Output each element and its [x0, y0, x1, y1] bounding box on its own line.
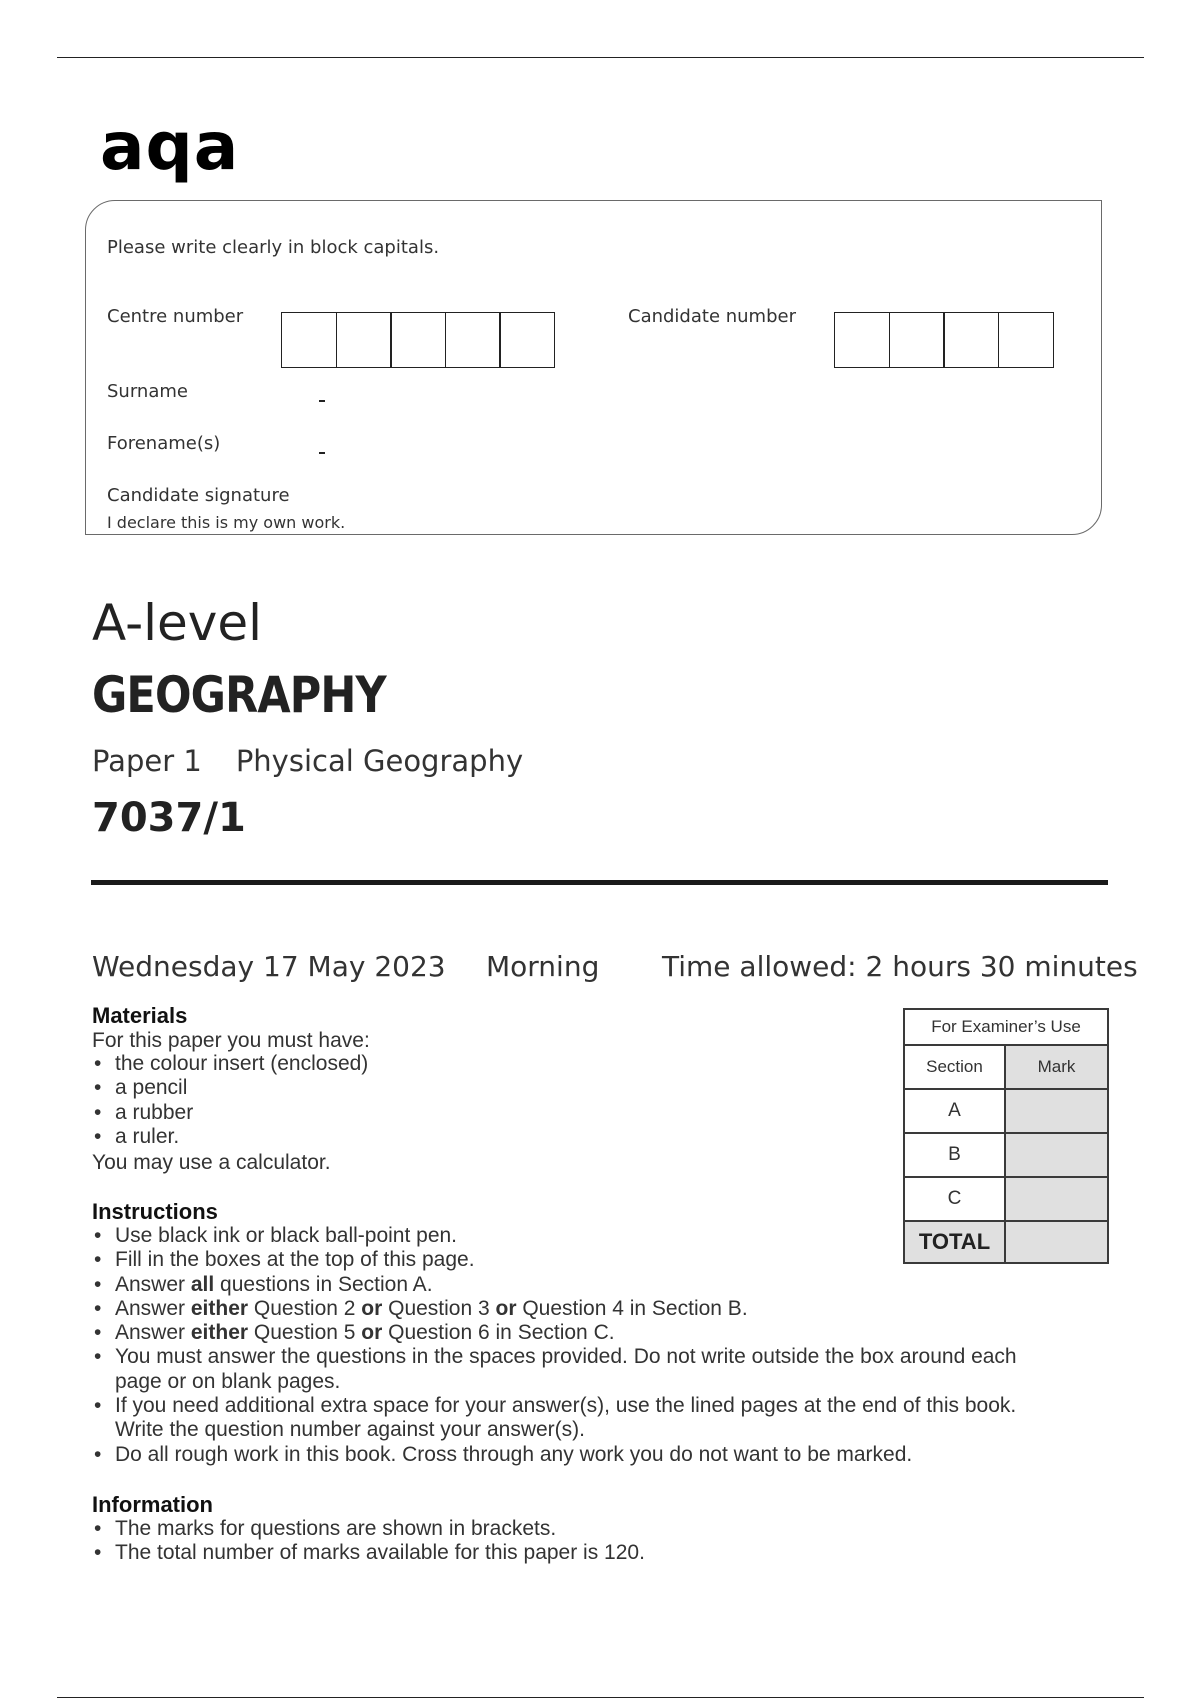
- table-row: [904, 1221, 1108, 1263]
- list-item: • a pencil: [92, 1076, 368, 1100]
- text-run: Answer: [115, 1321, 191, 1345]
- emphasis: all: [190, 1272, 215, 1296]
- list-item: [92, 1345, 1017, 1394]
- materials-heading: Materials: [92, 1003, 188, 1028]
- information-list: [92, 1517, 645, 1566]
- candidate-number-box[interactable]: [943, 312, 999, 368]
- centre-number-box[interactable]: [445, 312, 501, 368]
- section-a-label: A: [904, 1089, 1005, 1133]
- emphasis: either: [190, 1296, 249, 1320]
- section-c-mark-cell: [1005, 1177, 1108, 1221]
- examiner-table-title: For Examiner’s Use: [904, 1009, 1108, 1045]
- text-line: • You must answer the questions in the spaces provided. Do not write outside the box around each: [115, 1345, 1017, 1369]
- paper-number: Paper 1: [92, 744, 202, 778]
- calculator-note: You may use a calculator.: [92, 1151, 331, 1174]
- paper-code: 7037/1: [92, 795, 246, 841]
- text-line: • If you need additional extra space for your answer(s), use the lined pages at the end of this book.: [115, 1394, 1017, 1418]
- list-item: • The marks for questions are shown in brackets.: [92, 1517, 645, 1541]
- qualification-level: A-level: [92, 594, 263, 652]
- list-item: • a ruler.: [92, 1125, 368, 1149]
- section-column-header: Section: [904, 1045, 1005, 1089]
- text-run: Question 3: [382, 1296, 496, 1320]
- text-run: Question 2: [248, 1296, 362, 1320]
- candidate-details-box: [85, 200, 1102, 535]
- emphasis: or: [361, 1296, 383, 1320]
- emphasis: or: [495, 1296, 517, 1320]
- declaration-text: I declare this is my own work.: [107, 513, 346, 532]
- candidate-number-boxes: [834, 312, 1052, 368]
- text-run: Answer: [115, 1296, 191, 1320]
- list-item: [92, 1273, 1017, 1297]
- forenames-label: Forename(s): [107, 433, 221, 454]
- forenames-field[interactable]: [319, 452, 325, 454]
- emphasis: either: [190, 1321, 249, 1345]
- surname-field[interactable]: [319, 400, 325, 402]
- centre-number-label: Centre number: [107, 306, 244, 327]
- signature-label: Candidate signature: [107, 485, 290, 506]
- candidate-number-box[interactable]: [998, 312, 1054, 368]
- text-run: Question 5: [248, 1321, 362, 1345]
- top-rule: [57, 57, 1144, 58]
- centre-number-box[interactable]: [281, 312, 337, 368]
- surname-label: Surname: [107, 381, 188, 402]
- aqa-logo: aqa: [100, 108, 240, 185]
- title-divider: [91, 880, 1108, 885]
- block-capitals-instruction: Please write clearly in block capitals.: [107, 237, 440, 258]
- examiner-use-table: [903, 1008, 1109, 1264]
- list-item: • The total number of marks available for this paper is 120.: [92, 1541, 645, 1565]
- section-b-mark-cell: [1005, 1133, 1108, 1177]
- section-a-mark-cell: [1005, 1089, 1108, 1133]
- table-row: [904, 1177, 1108, 1221]
- emphasis: or: [361, 1321, 383, 1345]
- section-c-label: C: [904, 1177, 1005, 1221]
- exam-date: Wednesday 17 May 2023: [92, 950, 446, 983]
- list-item: • Do all rough work in this book. Cross through any work you do not want to be marked.: [92, 1443, 1017, 1467]
- list-item: • a rubber: [92, 1101, 368, 1125]
- text-line: Write the question number against your answer(s).: [115, 1418, 585, 1442]
- total-mark-cell: [1005, 1221, 1108, 1263]
- list-item: [92, 1297, 1017, 1321]
- bottom-rule: [57, 1697, 1144, 1698]
- text-run: questions in Section A.: [214, 1272, 433, 1296]
- instructions-heading: Instructions: [92, 1199, 218, 1224]
- centre-number-box[interactable]: [390, 312, 446, 368]
- subject-title: GEOGRAPHY: [92, 666, 386, 724]
- information-heading: Information: [92, 1492, 213, 1517]
- centre-number-box[interactable]: [499, 312, 555, 368]
- list-item: [92, 1394, 1017, 1443]
- centre-number-boxes: [281, 312, 554, 368]
- instructions-list: [92, 1224, 1017, 1467]
- materials-list: [92, 1052, 368, 1149]
- table-row: [904, 1089, 1108, 1133]
- paper-line: [92, 744, 524, 778]
- centre-number-box[interactable]: [336, 312, 392, 368]
- text-run: Question 6 in Section C.: [382, 1321, 615, 1345]
- materials-intro: For this paper you must have:: [92, 1029, 370, 1052]
- candidate-number-label: Candidate number: [628, 306, 796, 327]
- list-item: [92, 1321, 1017, 1345]
- list-item: • the colour insert (enclosed): [92, 1052, 368, 1076]
- total-label: TOTAL: [904, 1221, 1005, 1263]
- text-run: Answer: [115, 1272, 191, 1296]
- paper-name: Physical Geography: [235, 744, 524, 778]
- candidate-number-box[interactable]: [834, 312, 890, 368]
- section-b-label: B: [904, 1133, 1005, 1177]
- exam-session: Morning: [486, 950, 600, 983]
- list-item: • Use black ink or black ball-point pen.: [92, 1224, 1017, 1248]
- list-item: • Fill in the boxes at the top of this page.: [92, 1248, 1017, 1272]
- candidate-number-box[interactable]: [889, 312, 945, 368]
- text-line: page or on blank pages.: [115, 1369, 341, 1393]
- text-run: Question 4 in Section B.: [516, 1296, 748, 1320]
- time-allowed: Time allowed: 2 hours 30 minutes: [662, 950, 1138, 983]
- table-row: [904, 1133, 1108, 1177]
- mark-column-header: Mark: [1005, 1045, 1108, 1089]
